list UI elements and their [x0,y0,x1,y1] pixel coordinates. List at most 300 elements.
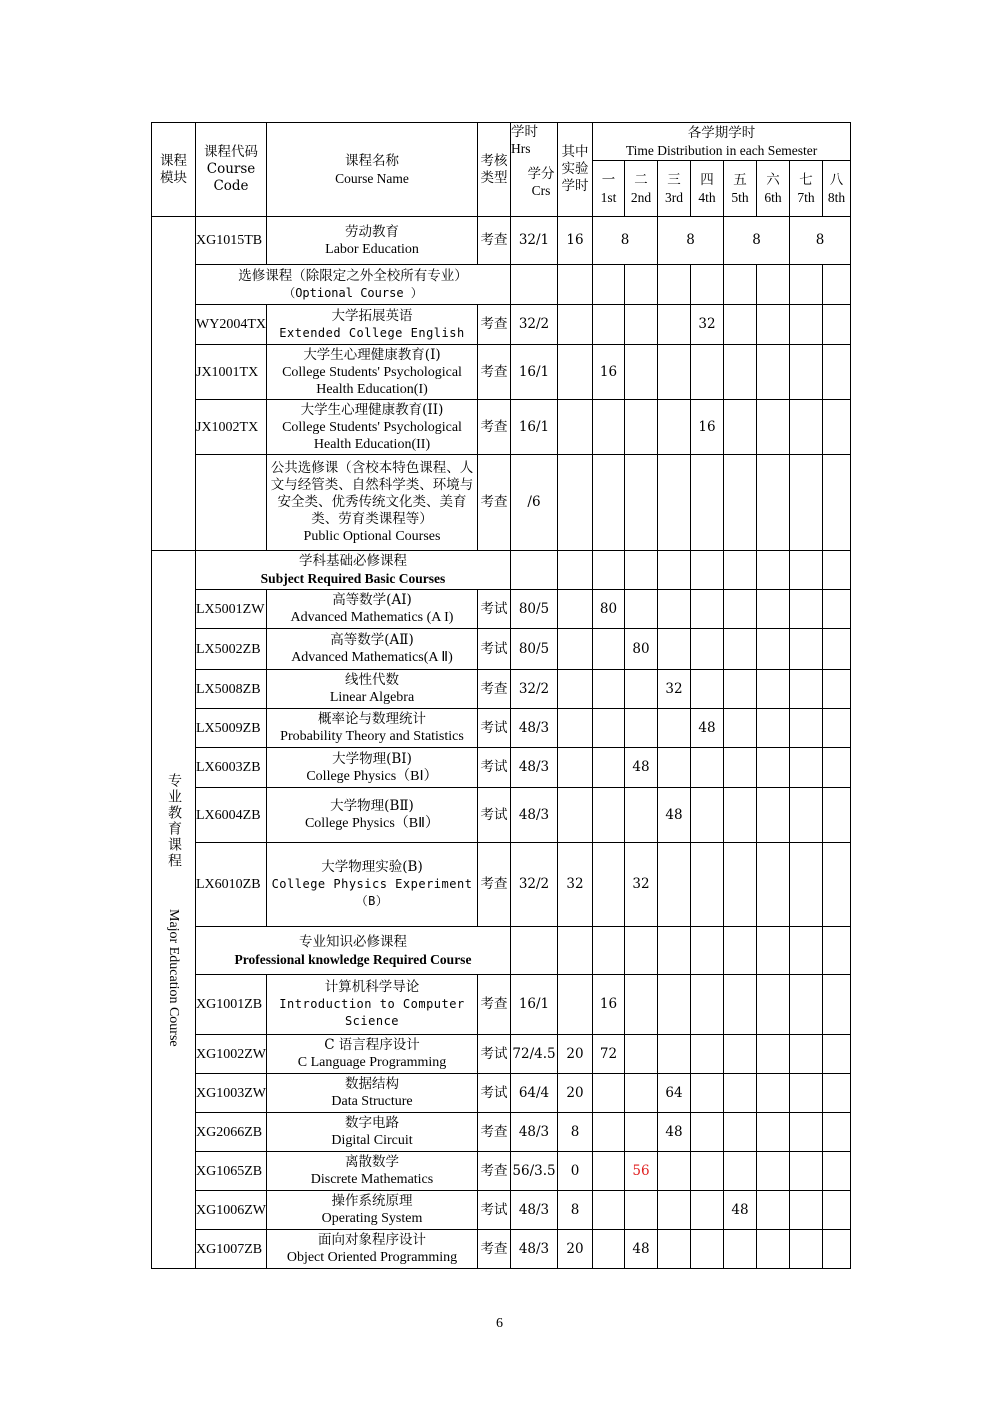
semester-pair-2-cell [658,217,724,265]
course-code [196,629,267,670]
semester-8-cell [823,1074,851,1113]
semester-1-cell [593,1152,625,1191]
semester-2-cell [625,305,658,345]
exam-type: 考试 [480,806,508,823]
semester-7-cell [790,1113,823,1152]
semester-8-cell [823,590,851,629]
semester-1-cell [593,843,625,927]
exam-type: 考试 [480,1084,508,1101]
semester-hours: 48 [665,1123,683,1140]
section-title-zh: 选修课程（除限定之外全校所有专业） [238,267,468,284]
semester-5-cell [724,788,757,843]
semester-4-cell [691,709,724,748]
semester-4-cell [691,1035,724,1074]
empty-cell [511,551,558,590]
exam-type-cell [478,748,511,788]
header-sem-dist-zh: 各学期学时 [687,124,756,141]
semester-7-cell [790,670,823,709]
hours-credits: 72/4.5 [512,1045,556,1062]
exam-type: 考试 [480,600,508,617]
semester-2-cell [625,400,658,455]
table-row [152,670,851,709]
semester-8-cell [823,1152,851,1191]
table-row [152,748,851,788]
semester-1-cell [593,305,625,345]
header-credits-label: 学分 Crs [527,166,555,198]
header-semester-en: 1st [600,189,617,205]
semester-3-cell [658,345,691,400]
header-semester-6 [757,161,790,217]
course-name-en: College Students' Psychological Health Education(II) [282,419,462,452]
header-semester-2 [625,161,658,217]
empty-cell [625,927,658,975]
semester-8-cell [823,709,851,748]
header-semester-zh: 一 [601,171,616,188]
semester-3-cell [658,748,691,788]
course-code [196,217,267,265]
semester-2-cell [625,590,658,629]
header-name-zh: 课程名称 [345,152,399,169]
semester-1-cell [593,590,625,629]
table-row [152,1035,851,1074]
exam-type: 考查 [480,418,508,435]
exam-type-cell [478,843,511,927]
semester-8-cell [823,1230,851,1269]
semester-hours: 32 [698,316,716,332]
empty-cell [511,927,558,975]
semester-1-cell [593,400,625,455]
course-name-zh: 高等数学(AⅡ) [330,632,414,648]
empty-cell [625,455,658,551]
semester-4-cell [691,843,724,927]
hours-credits: 48/3 [518,759,550,775]
semester-1-cell [593,1230,625,1269]
course-name-zh: 概率论与数理统计 [318,711,426,727]
semester-pair-1-cell [593,217,658,265]
empty-cell [658,265,691,305]
empty-cell [823,927,851,975]
course-name-cell [267,1074,478,1113]
course-code-text: XG1003ZW [196,1085,266,1101]
section-title-zh: 学科基础必修课程 [299,553,407,569]
course-name-zh: 面向对象程序设计 [318,1232,426,1248]
empty-cell [593,265,625,305]
semester-hours: 64 [665,1084,683,1101]
course-code-text: XG1015TB [196,233,263,248]
semester-7-cell [790,748,823,788]
hours-credits-cell [511,1035,558,1074]
section-title-en: Professional knowledge Required Course [234,951,472,967]
course-code [196,305,267,345]
header-lab-hours [558,123,593,217]
empty-cell [558,927,593,975]
course-name-zh: 离散数学 [345,1154,399,1170]
exam-type: 考试 [480,759,508,775]
semester-1-cell [593,975,625,1035]
course-name-en: Labor Education [325,241,419,257]
header-semester-en: 4th [698,189,716,205]
exam-type-cell [478,975,511,1035]
hours-credits: 16/1 [518,996,550,1012]
exam-type: 考查 [480,363,508,380]
hours-credits: 32/2 [518,680,550,697]
semester-3-cell [658,709,691,748]
semester-4-cell [691,629,724,670]
course-code [196,788,267,843]
semester-2-cell [625,1191,658,1230]
table-row [152,843,851,927]
course-name-cell [267,788,478,843]
semester-1-cell [593,670,625,709]
header-hours-label: 学时 Hrs [511,124,538,156]
hours-credits: 32/1 [518,232,550,248]
hours-credits-cell [511,1113,558,1152]
semester-7-cell [790,400,823,455]
semester-2-cell [625,345,658,400]
header-semester-en: 5th [731,189,749,205]
semester-5-cell [724,975,757,1035]
semester-2-cell [625,629,658,670]
course-code [196,455,267,551]
section-header-row [152,265,851,305]
semester-5-cell [724,590,757,629]
header-semester-zh: 五 [733,171,747,188]
semester-3-cell [658,1074,691,1113]
section-title-cell [196,927,511,975]
exam-type-cell [478,305,511,345]
empty-cell [823,265,851,305]
header-row-1 [152,123,851,161]
table-row [152,1191,851,1230]
empty-cell [625,265,658,305]
exam-type: 考试 [480,1201,508,1218]
header-lab-hours-label: 其中实验学时 [561,144,589,194]
course-code [196,1035,267,1074]
hours-credits-cell [511,788,558,843]
hours-credits: 32/2 [518,316,550,332]
semester-2-cell [625,843,658,927]
hours-credits: 64/4 [518,1084,550,1101]
exam-type-cell [478,1074,511,1113]
semester-1-cell [593,629,625,670]
semester-hours: 48 [731,1201,749,1218]
lab-hours-cell [558,975,593,1035]
table-row [152,590,851,629]
semester-6-cell [757,1152,790,1191]
course-code [196,748,267,788]
semester-4-cell [691,1113,724,1152]
empty-cell [593,927,625,975]
hours-credits-cell [511,590,558,629]
header-semester-zh: 四 [700,171,714,188]
empty-cell [558,265,593,305]
header-code [196,123,267,217]
header-semester-1 [593,161,625,217]
course-name-en: Object Oriented Programming [286,1250,458,1265]
lab-hours-cell [558,709,593,748]
course-name-en: Digital Circuit [331,1133,413,1148]
hours-credits-cell [511,455,558,551]
course-code [196,345,267,400]
lab-hours: 20 [566,1240,584,1257]
semester-3-cell [658,1191,691,1230]
exam-type: 考查 [480,494,508,510]
hours-credits-cell [511,1191,558,1230]
course-code-text: XG1006ZW [196,1202,266,1218]
course-name-en: Operating System [321,1211,423,1226]
course-name-zh: 大学生心理健康教育(II) [300,401,444,418]
section-title-cell [196,551,511,590]
semester-8-cell [823,345,851,400]
course-name-en: Linear Algebra [329,690,415,705]
lab-hours: 20 [566,1045,584,1062]
semester-6-cell [757,305,790,345]
lab-hours-cell [558,1035,593,1074]
semester-5-cell [724,1035,757,1074]
module-cell-general [152,217,196,551]
semester-7-cell [790,305,823,345]
semester-6-cell [757,1230,790,1269]
lab-hours-cell [558,1074,593,1113]
semester-3-cell [658,1230,691,1269]
empty-cell [658,927,691,975]
semester-5-cell [724,748,757,788]
empty-cell [757,265,790,305]
course-name-cell [267,709,478,748]
header-semester-5 [724,161,757,217]
course-name-cell [267,400,478,455]
semester-8-cell [823,400,851,455]
empty-cell [691,927,724,975]
empty-cell [724,927,757,975]
course-name-cell [267,1152,478,1191]
course-name-en: Extended College English [279,325,465,340]
semester-2-cell [625,788,658,843]
semester-1-cell [593,788,625,843]
header-semester-4 [691,161,724,217]
empty-cell [757,455,790,551]
course-name-cell [267,305,478,345]
course-code-text: WY2004TX [196,317,266,332]
course-code-text: LX5002ZB [196,641,261,657]
semester-3-cell [658,629,691,670]
exam-type: 考查 [480,232,508,248]
semester-5-cell [724,400,757,455]
semester-4-cell [691,1074,724,1113]
exam-type: 考查 [480,1123,508,1140]
lab-hours-cell [558,345,593,400]
course-name-en: Probability Theory and Statistics [280,729,464,744]
course-name-cell [267,217,478,265]
course-code-text: LX6010ZB [196,877,261,892]
page-number: 6 [496,1316,503,1331]
course-name-cell [267,1230,478,1269]
exam-type-cell [478,709,511,748]
course-code-text: JX1001TX [196,364,259,380]
course-code-text: LX6004ZB [196,807,261,823]
semester-3-cell [658,400,691,455]
semester-8-cell [823,748,851,788]
semester-5-cell [724,1191,757,1230]
hours-credits: 16/1 [518,363,550,380]
table-row [152,1230,851,1269]
exam-type-cell [478,1113,511,1152]
lab-hours: 0 [570,1162,580,1179]
empty-cell [593,551,625,590]
empty-cell [558,551,593,590]
semester-2-cell [625,1152,658,1191]
course-name-en: Advanced Mathematics (A I) [290,610,454,625]
header-semester-en: 7th [797,189,815,205]
exam-type-cell [478,629,511,670]
semester-5-cell [724,629,757,670]
empty-cell [790,551,823,590]
semester-4-cell [691,670,724,709]
lab-hours-cell [558,400,593,455]
hours-credits-cell [511,345,558,400]
semester-hours: 48 [665,806,683,823]
semester-8-cell [823,670,851,709]
exam-type-cell [478,1035,511,1074]
hours-credits-cell [511,400,558,455]
exam-type: 考试 [480,1045,508,1062]
exam-type: 考查 [480,316,508,332]
major-module-zh: 专业教育课程 [166,772,182,869]
course-code [196,1113,267,1152]
semester-8-cell [823,1113,851,1152]
empty-cell [593,455,625,551]
header-semester-7 [790,161,823,217]
semester-hours: 72 [599,1045,618,1062]
hours-credits-cell [511,1152,558,1191]
course-name-cell [267,975,478,1035]
semester-3-cell [658,975,691,1035]
course-name-zh: 大学物理实验(B) [321,859,423,875]
exam-type: 考查 [480,996,508,1012]
course-name-en: Advanced Mathematics(A Ⅱ) [291,650,453,665]
semester-hours: 8 [752,232,761,248]
semester-7-cell [790,1074,823,1113]
section-title-en: （Optional Course ） [283,285,423,300]
semester-6-cell [757,748,790,788]
header-semester-dist [593,123,851,161]
semester-1-cell [593,1074,625,1113]
semester-2-cell [625,1230,658,1269]
semester-7-cell [790,345,823,400]
table-row [152,1113,851,1152]
semester-hours: 80 [632,640,650,657]
empty-cell [757,927,790,975]
semester-6-cell [757,345,790,400]
course-code [196,670,267,709]
empty-cell [691,455,724,551]
lab-hours-cell [558,217,593,265]
empty-cell [558,455,593,551]
table-row [152,975,851,1035]
table-row [152,345,851,400]
semester-4-cell [691,345,724,400]
table-row [152,217,851,265]
semester-7-cell [790,1230,823,1269]
lab-hours: 20 [566,1084,584,1101]
hours-credits: 48/3 [518,806,550,823]
empty-cell [658,551,691,590]
semester-7-cell [790,1035,823,1074]
lab-hours-cell [558,1230,593,1269]
semester-5-cell [724,345,757,400]
exam-type-cell [478,345,511,400]
course-name-zh: 数字电路 [345,1115,399,1131]
exam-type: 考查 [480,876,508,892]
empty-cell [790,927,823,975]
hours-credits-cell [511,670,558,709]
course-code [196,1191,267,1230]
hours-credits-cell [511,709,558,748]
course-code [196,1230,267,1269]
semester-6-cell [757,1113,790,1152]
course-code [196,709,267,748]
course-name-en: C Language Programming [297,1055,447,1070]
semester-3-cell [658,788,691,843]
semester-hours: 48 [632,1240,650,1257]
course-name-zh: 大学拓展英语 [331,307,413,324]
lab-hours: 8 [570,1201,580,1218]
header-semester-en: 8th [827,189,846,205]
course-code-text: LX6003ZB [196,760,261,775]
semester-6-cell [757,670,790,709]
course-name-en: Discrete Mathematics [310,1172,434,1187]
hours-credits-cell [511,1230,558,1269]
hours-credits-cell [511,1074,558,1113]
course-name-cell [267,1191,478,1230]
empty-cell [724,551,757,590]
course-name-zh: 计算机科学导论 [324,979,420,995]
semester-4-cell [691,400,724,455]
semester-2-cell [625,670,658,709]
header-semester-zh: 二 [634,171,648,188]
exam-type-cell [478,590,511,629]
course-name-en: Introduction to Computer Science [279,997,465,1028]
course-name-en: College Students' Psychological Health Education(I) [282,364,462,397]
course-name-zh: 劳动教育 [345,223,399,240]
semester-2-cell [625,748,658,788]
header-module-label: 课程模块 [160,152,187,186]
semester-8-cell [823,629,851,670]
course-name-zh: 线性代数 [345,672,399,688]
semester-hours: 16 [599,996,618,1012]
semester-6-cell [757,400,790,455]
header-semester-zh: 三 [667,171,681,188]
hours-credits-cell [511,748,558,788]
semester-1-cell [593,1113,625,1152]
semester-2-cell [625,1113,658,1152]
course-code-text: LX5001ZW [196,601,265,617]
course-name-zh: C 语言程序设计 [324,1037,420,1053]
table-row [152,629,851,670]
semester-5-cell [724,305,757,345]
semester-hours: 80 [599,600,618,617]
exam-type-cell [478,1152,511,1191]
lab-hours: 32 [566,876,584,892]
semester-6-cell [757,590,790,629]
header-semester-en: 3rd [665,189,683,205]
semester-pair-4-cell [790,217,851,265]
exam-type: 考查 [480,680,508,697]
course-name-zh: 操作系统原理 [331,1193,413,1209]
semester-5-cell [724,843,757,927]
curriculum-table [151,122,851,1269]
header-semester-zh: 七 [799,171,813,188]
